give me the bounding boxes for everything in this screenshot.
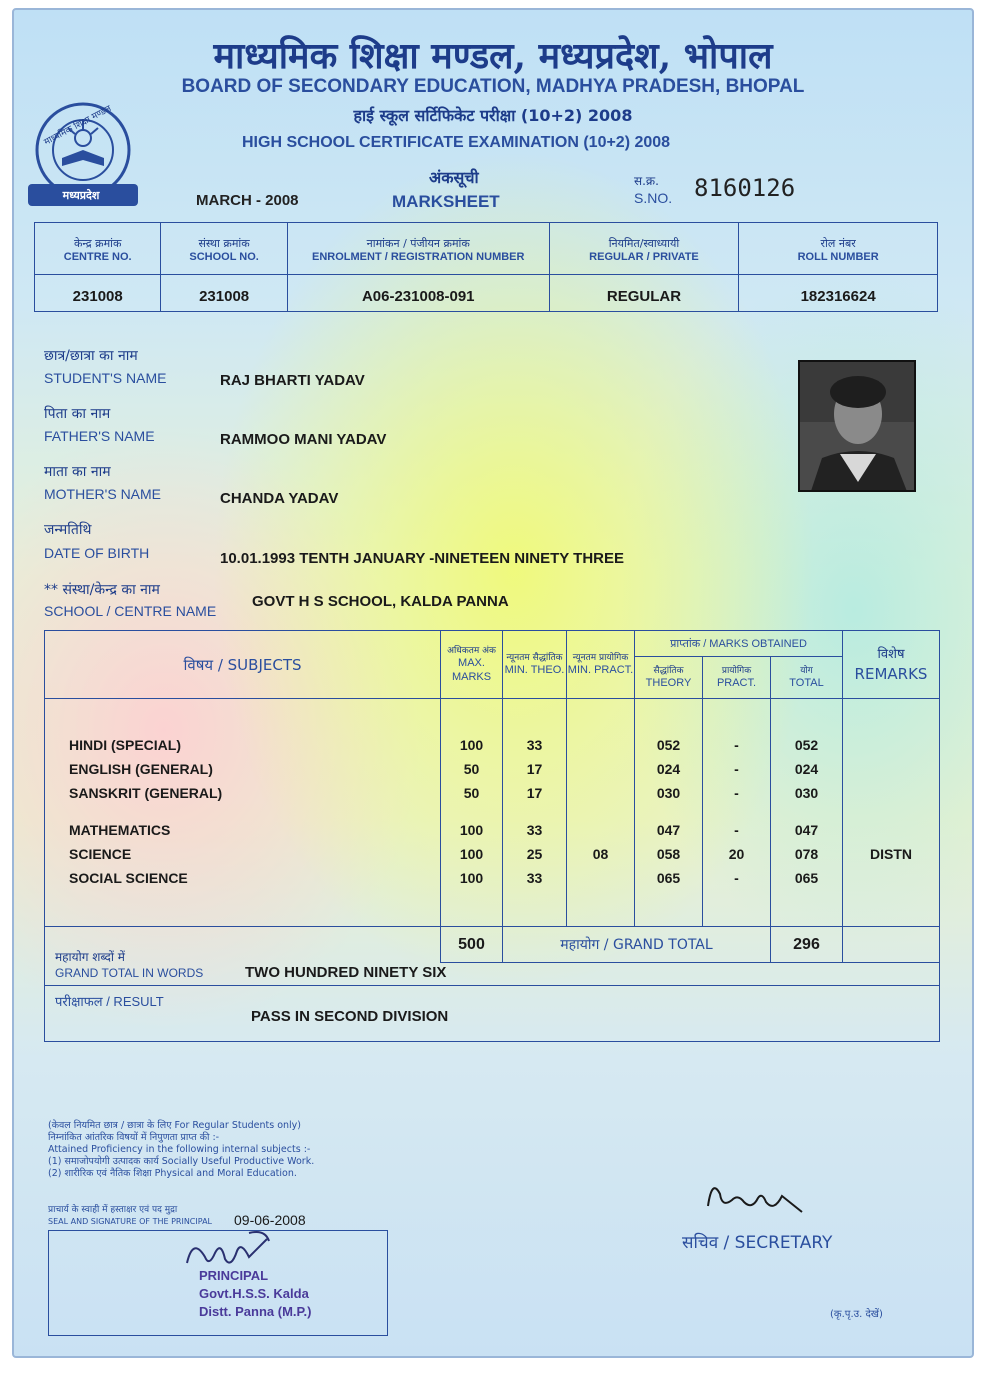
subject-name: SCIENCE — [69, 846, 132, 862]
max-marks: 50 — [463, 761, 480, 777]
practical-marks: - — [734, 870, 739, 886]
marksheet-title-hindi: अंकसूची — [429, 168, 479, 187]
subject-name: ENGLISH (GENERAL) — [69, 761, 213, 777]
min-theory: 33 — [526, 870, 543, 886]
practical-marks: - — [734, 785, 739, 801]
theory-marks: 052 — [656, 737, 681, 753]
mother-name: CHANDA YADAV — [220, 490, 339, 507]
subject-name: SANSKRIT (GENERAL) — [69, 785, 223, 801]
dob-label-hindi: जन्मतिथि — [44, 522, 92, 538]
marksheet-document — [12, 8, 974, 1358]
school-no-value: 231008 — [161, 275, 287, 312]
total-marks: 024 — [794, 761, 819, 777]
max-marks: 100 — [459, 870, 484, 886]
total-marks: 030 — [794, 785, 819, 801]
father-name-label-hindi: पिता का नाम — [44, 406, 111, 422]
min-practical-column — [567, 699, 635, 927]
theory-marks: 065 — [656, 870, 681, 886]
enrolment-header: नामांकन / पंजीयन क्रमांक ENROLMENT / REGISTRATION NUMBER — [287, 223, 549, 275]
student-name-label-hindi: छात्र/छात्रा का नाम — [44, 348, 138, 364]
marks-obtained-header: प्राप्तांक / MARKS OBTAINED — [635, 631, 843, 657]
max-marks-header: अधिकतम अंक MAX. MARKS — [441, 631, 503, 699]
max-marks: 100 — [459, 822, 484, 838]
grand-total-label: महायोग / GRAND TOTAL — [503, 927, 771, 963]
total-marks: 078 — [794, 846, 819, 862]
principal-stamp: PRINCIPAL Govt.H.S.S. Kalda Distt. Panna (M.P.) — [199, 1268, 312, 1319]
remarks — [843, 866, 939, 890]
father-name: RAMMOO MANI YADAV — [220, 431, 387, 448]
total-marks: 052 — [794, 737, 819, 753]
exam-month: MARCH - 2008 — [196, 192, 299, 209]
student-photo — [798, 360, 916, 492]
max-total: 500 — [441, 927, 503, 963]
min-theory: 17 — [526, 785, 543, 801]
emblem-top-text: माध्यमिक शिक्षा मण्डल — [42, 103, 114, 148]
date-of-birth: 10.01.1993 TENTH JANUARY -NINETEEN NINETY THREE — [220, 550, 624, 567]
school-name-label: SCHOOL / CENTRE NAME — [44, 603, 217, 619]
secretary-label: सचिव / SECRETARY — [682, 1233, 833, 1253]
secretary-signature — [702, 1172, 812, 1226]
min-theory: 33 — [526, 822, 543, 838]
mother-name-label-hindi: माता का नाम — [44, 464, 111, 480]
practical-column — [703, 699, 771, 927]
school-name: GOVT H S SCHOOL, KALDA PANNA — [252, 593, 509, 610]
remarks — [843, 781, 939, 805]
pto-note: (कृ.पृ.उ. देखें) — [830, 1309, 883, 1320]
marks-table — [44, 630, 940, 963]
father-name-label: FATHER'S NAME — [44, 428, 155, 444]
regular-private-header: नियमित/स्वाध्यायी REGULAR / PRIVATE — [549, 223, 739, 275]
school-name-label-hindi: ** संस्था/केन्द्र का नाम — [44, 582, 160, 598]
remarks: DISTN — [870, 846, 912, 862]
total-column — [771, 699, 843, 927]
max-marks-column — [441, 699, 503, 927]
remarks — [843, 733, 939, 757]
grand-total-words: TWO HUNDRED NINETY SIX — [245, 964, 447, 981]
board-title-english: BOARD OF SECONDARY EDUCATION, MADHYA PRADESH, BHOPAL — [181, 76, 805, 97]
practical-marks: - — [734, 822, 739, 838]
centre-no-header: केन्द्र क्रमांक CENTRE NO. — [35, 223, 161, 275]
exam-title-hindi: हाई स्कूल सर्टिफिकेट परीक्षा (10+2) 2008 — [353, 106, 633, 125]
min-theory: 17 — [526, 761, 543, 777]
total-marks: 065 — [794, 870, 819, 886]
min-theory-header: न्यूनतम सैद्धांतिक MIN. THEO. — [503, 631, 567, 699]
max-marks: 100 — [459, 737, 484, 753]
min-practical-header: न्यूनतम प्रायोगिक MIN. PRACT. — [567, 631, 635, 699]
school-no-header: संस्था क्रमांक SCHOOL NO. — [161, 223, 287, 275]
grand-total-words-label: GRAND TOTAL IN WORDS — [55, 966, 204, 980]
practical-header: प्रायोगिक PRACT. — [703, 657, 771, 699]
min-theory-column — [503, 699, 567, 927]
candidate-info-table — [34, 222, 938, 312]
roll-number-header: रोल नंबर ROLL NUMBER — [739, 223, 938, 275]
student-name: RAJ BHARTI YADAV — [220, 372, 365, 389]
min-practical — [567, 781, 634, 805]
subjects-header: विषय / SUBJECTS — [45, 631, 441, 699]
theory-marks: 030 — [656, 785, 681, 801]
subject-name: MATHEMATICS — [69, 822, 171, 838]
min-practical — [567, 866, 634, 890]
serial-label-hindi: स.क्र. — [634, 174, 659, 188]
theory-marks: 024 — [656, 761, 681, 777]
principal-signature-box — [48, 1230, 388, 1336]
remarks — [843, 757, 939, 781]
internal-subjects-note: (केवल नियमित छात्र / छात्रा के लिए For Regular Students only) निम्नांकित आंतरिक विषयों में निपुणता प्राप्त की :- Attained Proficiency in the following internal subjects :- (1) समाजोपयोगी उत्पादक कार्य Socially Useful Productive Work. (2) शारीरिक एवं नैतिक शिक्षा Physical and Moral Education. — [48, 1120, 315, 1179]
serial-number: 8160126 — [694, 174, 796, 202]
issue-date: 09-06-2008 — [234, 1212, 306, 1228]
min-practical: 08 — [592, 846, 609, 862]
max-marks: 50 — [463, 785, 480, 801]
theory-marks: 047 — [656, 822, 681, 838]
roll-number-value: 182316624 — [739, 275, 938, 312]
enrolment-value: A06-231008-091 — [287, 275, 549, 312]
remarks-column — [843, 699, 940, 927]
min-theory: 33 — [526, 737, 543, 753]
result-value: PASS IN SECOND DIVISION — [251, 1008, 449, 1025]
max-marks: 100 — [459, 846, 484, 862]
result-box — [44, 986, 940, 1042]
subject-name: HINDI (SPECIAL) — [69, 737, 181, 753]
min-practical — [567, 733, 634, 757]
practical-marks: - — [734, 737, 739, 753]
board-title-hindi: माध्यमिक शिक्षा मण्डल, मध्यप्रदेश, भोपाल — [213, 35, 773, 77]
regular-private-value: REGULAR — [549, 275, 739, 312]
min-theory: 25 — [526, 846, 543, 862]
remarks-header: विशेष REMARKS — [843, 631, 940, 699]
subject-name: SOCIAL SCIENCE — [69, 870, 188, 886]
total-marks: 047 — [794, 822, 819, 838]
theory-column — [635, 699, 703, 927]
principal-seal-label-hindi: प्राचार्य के स्वाही में हस्ताक्षर एवं पद मुद्रा — [48, 1205, 178, 1215]
theory-marks: 058 — [656, 846, 681, 862]
result-label: परीक्षाफल / RESULT — [55, 994, 164, 1009]
subjects-column — [45, 699, 441, 927]
grand-total-words-label-hindi: महायोग शब्दों में — [55, 950, 125, 964]
emblem-bottom-text: मध्यप्रदेश — [62, 189, 100, 202]
principal-seal-label: SEAL AND SIGNATURE OF THE PRINCIPAL — [48, 1217, 212, 1226]
theory-header: सैद्धांतिक THEORY — [635, 657, 703, 699]
total-header: योग TOTAL — [771, 657, 843, 699]
marksheet-title-english: MARKSHEET — [392, 192, 500, 211]
practical-marks: - — [734, 761, 739, 777]
centre-no-value: 231008 — [35, 275, 161, 312]
student-name-label: STUDENT'S NAME — [44, 370, 167, 386]
grand-total-words-box — [44, 944, 940, 986]
exam-title-english: HIGH SCHOOL CERTIFICATE EXAMINATION (10+2) 2008 — [242, 134, 671, 151]
dob-label: DATE OF BIRTH — [44, 545, 150, 561]
min-practical — [567, 818, 634, 842]
serial-label-english: S.NO. — [634, 190, 673, 206]
practical-marks: 20 — [728, 846, 745, 862]
mother-name-label: MOTHER'S NAME — [44, 486, 162, 502]
grand-total: 296 — [771, 927, 843, 963]
min-practical — [567, 757, 634, 781]
remarks — [843, 818, 939, 842]
